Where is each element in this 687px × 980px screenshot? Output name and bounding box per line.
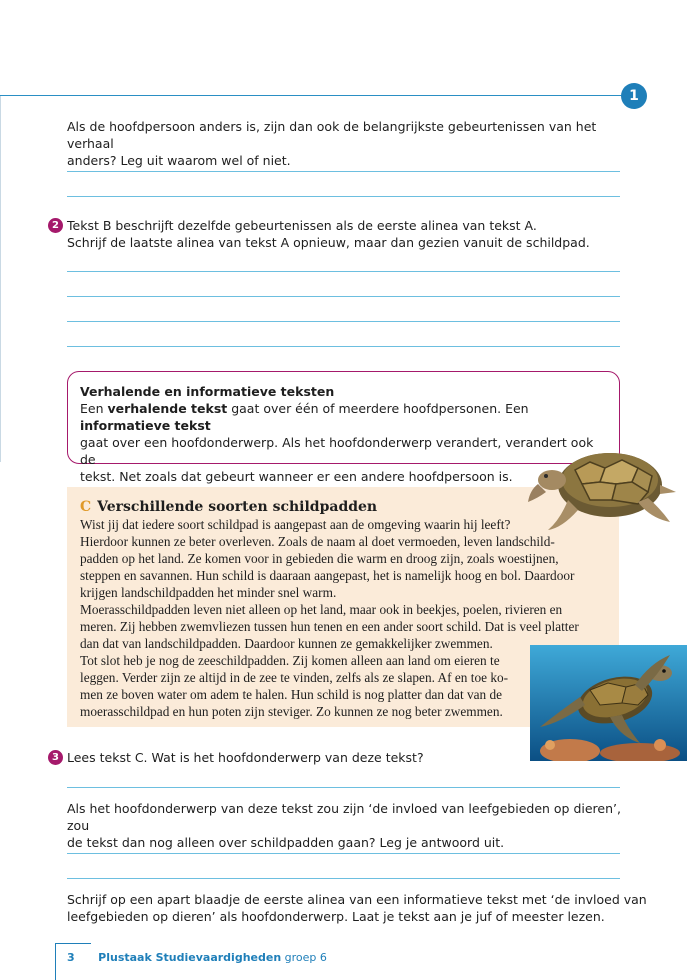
answer-line[interactable] xyxy=(67,296,620,297)
text-c-line: Hierdoor kunnen ze beter overleven. Zoals de naam al doet vermoeden, leven landschild- xyxy=(80,534,555,549)
footer-group: groep 6 xyxy=(284,951,327,964)
answer-line[interactable] xyxy=(67,321,620,322)
answer-line[interactable] xyxy=(67,196,620,197)
question-4 xyxy=(67,800,647,851)
question-4-line-2: de tekst dan nog alleen over schildpadden gaan? Leg je antwoord uit. xyxy=(67,835,505,850)
footer-book-title: Plustaak Studievaardigheden xyxy=(98,951,282,964)
footer-rule xyxy=(55,943,56,980)
text-c-line: krijgen landschildpadden het minder snel warm. xyxy=(80,585,337,600)
answer-line[interactable] xyxy=(67,878,620,879)
question-5-line-1: Schrijf op een apart blaadje de eerste alinea van een informatieve tekst met ‘de invloed van xyxy=(67,892,647,907)
text-c-line: steppen en savannen. Hun schild is daaraan aangepast, het is namelijk hoog en bol. Daardoor xyxy=(80,568,575,583)
footer-rule xyxy=(55,943,91,944)
margin-rule xyxy=(0,96,1,462)
info-box-line-1: Een verhalende tekst gaat over één of meerdere hoofdpersonen. Een informatieve tekst xyxy=(80,401,529,433)
question-5 xyxy=(67,891,647,925)
text-c-line: padden op het land. Ze komen voor in gebieden die warm en droog zijn, zoals woestijnen, xyxy=(80,551,559,566)
answer-line[interactable] xyxy=(67,271,620,272)
info-box-line-3: tekst. Net zoals dat gebeurt wanneer er een andere hoofdpersoon is. xyxy=(80,469,513,484)
footer xyxy=(67,951,327,964)
question-3-number-badge: 3 xyxy=(48,750,63,765)
top-rule xyxy=(0,95,622,96)
footer-page-number: 3 xyxy=(67,951,75,964)
answer-line[interactable] xyxy=(67,171,620,172)
answer-line[interactable] xyxy=(67,346,620,347)
answer-line[interactable] xyxy=(67,787,620,788)
text-c-line: meren. Zij hebben zwemvliezen tussen hun tenen en een ander soort schild. Dat is veel platter xyxy=(80,619,579,634)
info-box-title: Verhalende en informatieve teksten xyxy=(80,384,335,399)
page-number-badge: 1 xyxy=(621,83,647,109)
text-c-line: Moerasschildpadden leven niet alleen op het land, maar ook in beekjes, poelen, rivieren en xyxy=(80,602,563,617)
text-c-line: leggen. Verder zijn ze altijd in de zee te vinden, zelfs als ze slapen. Af en toe ko- xyxy=(80,670,509,685)
text-c-line: Wist jij dat iedere soort schildpad is aangepast aan de omgeving waarin hij leeft? xyxy=(80,517,511,532)
sea-turtle-image xyxy=(530,645,687,761)
text-c-line: moerasschildpad en hun poten zijn steviger. Zo kunnen ze nog beter zwemmen. xyxy=(80,704,503,719)
question-1 xyxy=(67,118,627,169)
text-c-line: dan dat van landschildpadden. Daardoor kunnen ze gemakkelijker zwemmen. xyxy=(80,636,493,651)
text-c-heading: Verschillende soorten schildpadden xyxy=(97,499,378,515)
text-c-title xyxy=(80,499,377,515)
answer-line[interactable] xyxy=(67,853,620,854)
question-1-line-1: Als de hoofdpersoon anders is, zijn dan ook de belangrijkste gebeurtenissen van het verhaal xyxy=(67,119,597,151)
question-4-line-1: Als het hoofdonderwerp van deze tekst zou zijn ‘de invloed van leefgebieden op dieren’, zou xyxy=(67,801,621,833)
question-1-line-2: anders? Leg uit waarom wel of niet. xyxy=(67,153,291,168)
question-2-line-1: Tekst B beschrijft dezelfde gebeurtenissen als de eerste alinea van tekst A. xyxy=(67,218,537,233)
question-3: Lees tekst C. Wat is het hoofdonderwerp van deze tekst? xyxy=(67,750,424,765)
text-c-line: Tot slot heb je nog de zeeschildpadden. Zij komen alleen aan land om eieren te xyxy=(80,653,500,668)
text-c-letter: C xyxy=(80,499,92,515)
text-c-line: men ze boven water om adem te halen. Hun schild is nog platter dan dat van de xyxy=(80,687,503,702)
info-box-line-2: gaat over een hoofdonderwerp. Als het hoofdonderwerp verandert, verandert ook de xyxy=(80,435,594,467)
question-2 xyxy=(67,217,627,251)
question-2-number-badge: 2 xyxy=(48,218,63,233)
question-5-line-2: leefgebieden op dieren’ als hoofdonderwerp. Laat je tekst aan je juf of meester lezen. xyxy=(67,909,605,924)
question-2-line-2: Schrijf de laatste alinea van tekst A opnieuw, maar dan gezien vanuit de schildpad. xyxy=(67,235,590,250)
